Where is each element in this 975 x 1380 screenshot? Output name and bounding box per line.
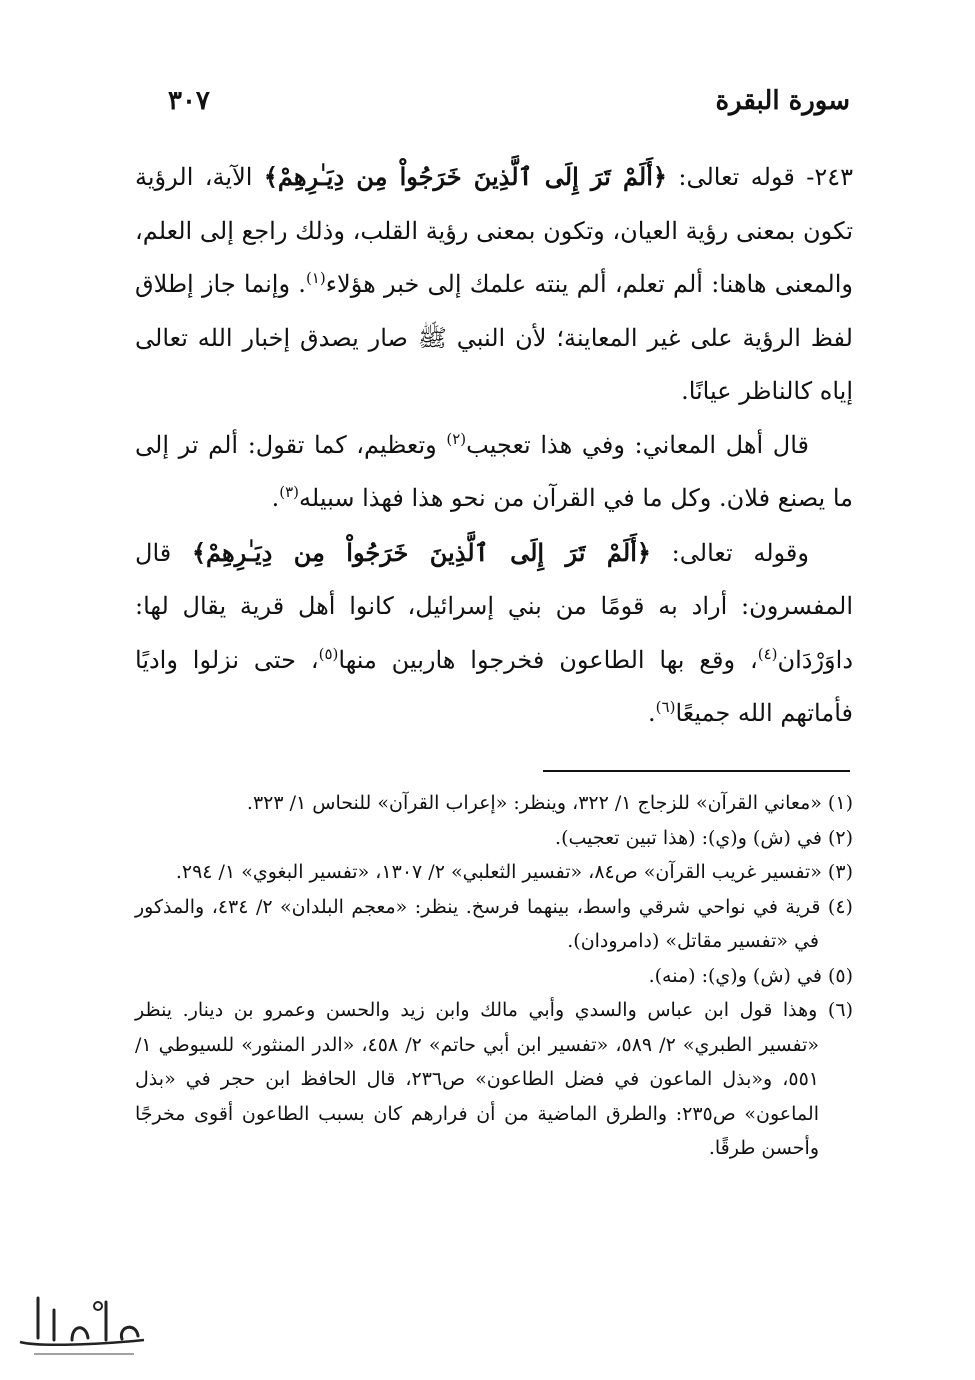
paragraph-text: قال المفسرون: أراد به قومًا من بني إسرائيل، كانوا أهل قرية يقال لها: داوَرْدَان xyxy=(135,538,853,674)
footnote-3: (٣) «تفسير غريب القرآن» ص٨٤، «تفسير الثعلبي» ٢/ ١٣٠٧، «تفسير البغوي» ١/ ٢٩٤. xyxy=(175,861,853,883)
footnote-6: (٦) وهذا قول ابن عباس والسدي وأبي مالك وابن زيد والحسن وعمرو بن دينار. ينظر «تفسير الطبري» ٢/ ٥٨٩، «تفسير ابن أبي حاتم» ٢/ ٤٥٨، «الدر المنثور» للسيوطي ١/ ٥٥١، و«بذل الماعون في فضل الطاعون» ص٢٣٦، قال الحافظ ابن حجر في «بذل الماعون» ص٢٣٥: والطرق الماضية من أن فرارهم كان بسبب الطاعون أقوى مخرجًا وأحسن طرقًا. xyxy=(135,999,853,1159)
main-text xyxy=(135,150,853,741)
paragraph-text: وقوله تعالى: xyxy=(650,538,809,567)
page-number: ٣٠٧ xyxy=(168,86,210,116)
paragraph-text: قال أهل المعاني: وفي هذا تعجيب xyxy=(466,430,809,459)
footnote-ref-3[interactable]: (٣) xyxy=(279,483,300,501)
paragraph-text: . xyxy=(648,699,656,727)
paragraph-text: ، حتى نزلوا واديًا فأماتهم الله جميعًا xyxy=(135,645,853,727)
paragraph-text: . xyxy=(271,484,280,512)
footnote-4: (٤) قرية في نواحي شرقي واسط، بينهما فرسخ. ينظر: «معجم البلدان» ٢/ ٤٣٤، والمذكور في «تفسير مقاتل» (دامرودان). xyxy=(135,895,853,952)
footnote-ref-1[interactable]: (١) xyxy=(305,269,326,287)
paragraph-text: ، وقع بها الطاعون فخرجوا هاربين منها xyxy=(338,645,758,674)
footnote-separator xyxy=(543,770,850,772)
paragraph-3 xyxy=(135,526,853,741)
footnote-ref-2[interactable]: (٢) xyxy=(446,429,467,448)
footnotes xyxy=(135,786,853,1166)
footnote-ref-4[interactable]: (٤) xyxy=(757,644,778,663)
quran-verse: ﴿أَلَمْ تَرَ إِلَى ٱلَّذِينَ خَرَجُواْ مِن دِيَـٰرِهِمْ﴾ xyxy=(263,162,667,191)
verse-number-intro: ٢٤٣- قوله تعالى: xyxy=(666,163,854,191)
footnote-ref-6[interactable]: (٦) xyxy=(655,698,676,716)
footnote-ref-5[interactable]: (٥) xyxy=(318,644,339,663)
footnote-1: (١) «معاني القرآن» للزجاج ١/ ٣٢٢، وينظر: «إعراب القرآن» للنحاس ١/ ٣٢٣. xyxy=(246,792,853,814)
paragraph-2 xyxy=(135,419,853,526)
surah-title: سورة البقرة xyxy=(715,86,850,116)
footnote-5: (٥) في (ش) و(ي): (منه). xyxy=(648,964,853,987)
footnote-2: (٢) في (ش) و(ي): (هذا تبين تعجيب). xyxy=(555,826,853,849)
publisher-logo xyxy=(14,1284,154,1364)
paragraph-1 xyxy=(135,150,853,419)
quran-verse: ﴿أَلَمْ تَرَ إِلَى ٱلَّذِينَ خَرَجُواْ مِن دِيَـٰرِهِمْ﴾ xyxy=(191,537,651,567)
paragraph-text: . وإنما جاز إطلاق لفظ الرؤية على غير المعاينة؛ لأن النبي ﷺ صار يصدق إخبار الله تعالى إياه كالناظر عيانًا. xyxy=(135,270,853,405)
paragraph-text: الآية، الرؤية تكون بمعنى رؤية العيان، وتكون بمعنى رؤية القلب، وذلك راجع إلى العلم، والمعنى هاهنا: ألم تعلم، ألم ينته علمك إلى خبر هؤلاء xyxy=(135,163,853,298)
paragraph-text: وتعظيم، كما تقول: ألم تر إلى ما يصنع فلان. وكل ما في القرآن من نحو هذا فهذا سبيله xyxy=(135,430,853,512)
